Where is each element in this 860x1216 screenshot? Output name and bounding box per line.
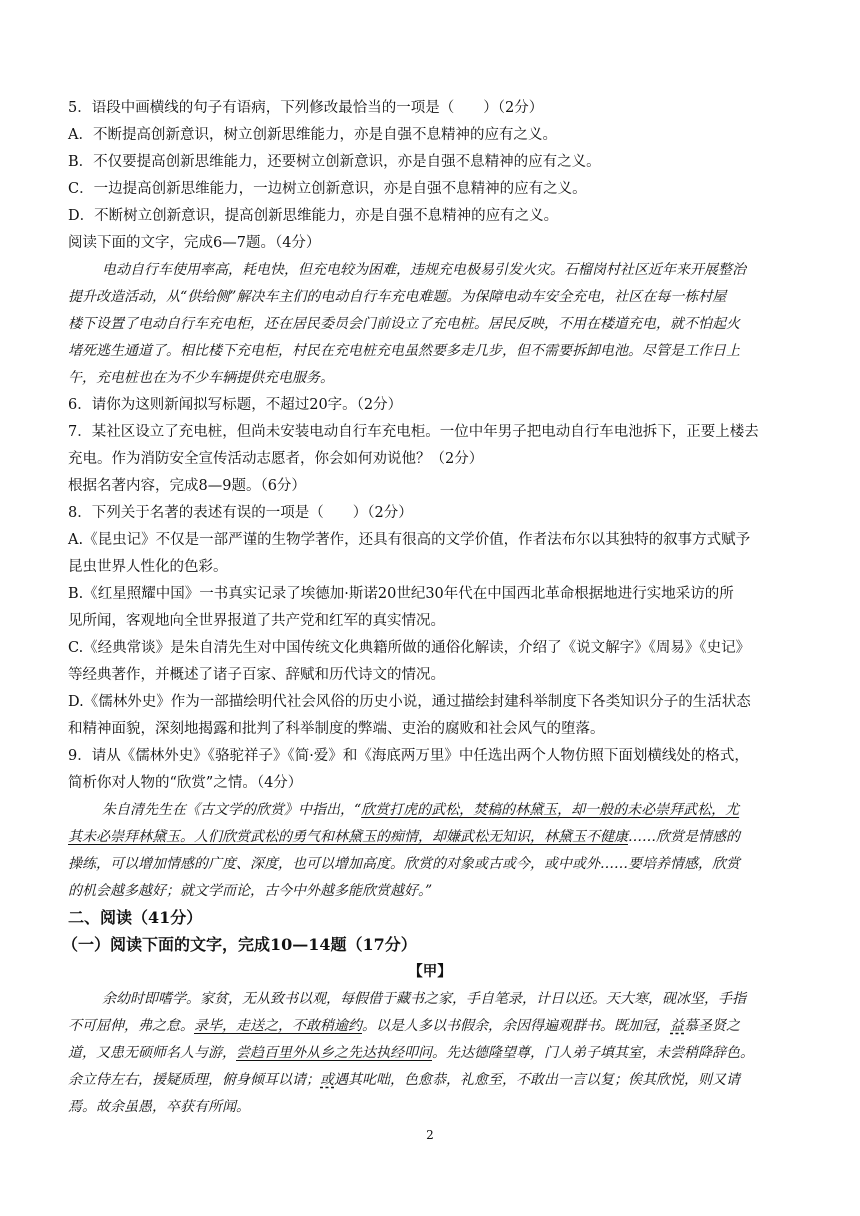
q9-quote-prefix: 朱自清先生在《古文学的欣赏》中指出，“ <box>102 802 362 818</box>
q5-option-d: D．不断树立创新意识，提高创新思维能力，亦是自强不息精神的应有之义。 <box>68 208 559 224</box>
q6: 6．请你为这则新闻拟写标题，不超过20字。（2分） <box>68 397 403 413</box>
q8-option-b-2: 见所闻，客观地向全世界报道了共产党和红军的真实情况。 <box>68 613 445 629</box>
q8-option-d-1: D.《儒林外史》作为一部描绘明代社会风俗的历史小说，通过描绘封建科举制度下各类知识分子的生活状态 <box>68 694 751 710</box>
q9-quote-line-2 <box>68 827 798 847</box>
q7-line-1: 7．某社区设立了充电桩，但尚未安装电动自行车充电柜。一位中年男子把电动自行车电池拆下，正要上楼去 <box>68 424 759 440</box>
q7-line-2: 充电。作为消防安全宣传活动志愿者，你会如何劝说他？（2分） <box>68 451 484 467</box>
q5-option-c: C．一边提高创新思维能力，一边树立创新意识，亦是自强不息精神的应有之义。 <box>68 181 587 197</box>
q8-option-c-1: C.《经典常谈》是朱自清先生对中国传统文化典籍所做的通俗化解读，介绍了《说文解字》《周易》《史记》 <box>68 640 751 656</box>
subsection-1-heading: （一）阅读下面的文字，完成10—14题（17分） <box>62 935 417 954</box>
q9-quote-line-4: 的机会越多越好；就文学而论，古今中外越多能欣赏越好。” <box>68 883 433 899</box>
read-6-7-intro: 阅读下面的文字，完成6—7题。（4分） <box>68 235 321 251</box>
classical-line-1: 余幼时即嗜学。家贫，无从致书以观，每假借于藏书之家，手自笔录，计日以还。天大寒，砚冰坚，手指 <box>102 991 746 1007</box>
read-8-9-intro: 根据名著内容，完成8—9题。（6分） <box>68 478 306 494</box>
classical-text: 遇其叱咄，色愈恭，礼愈至，不敢出一言以复；俟其欣悦，则又请 <box>334 1072 740 1088</box>
q9-quote-underlined-2: 其未必崇拜林黛玉。人们欣赏武松的勇气和林黛玉的痴情，却嫌武松无知识，林黛玉不健康 <box>68 829 628 845</box>
classical-dotted-word-2: 或 <box>320 1072 334 1088</box>
news-line-5: 午，充电桩也在为不少车辆提供充电服务。 <box>68 370 334 386</box>
classical-text: 慕圣贤之 <box>684 1018 740 1034</box>
classical-text: 。先达德隆望尊，门人弟子填其室，未尝稍降辞色。 <box>432 1045 754 1061</box>
q9-quote-underlined-1: 欣赏打虎的武松，焚稿的林黛玉，却一般的未必崇拜武松，尤 <box>361 802 740 818</box>
q8-option-a-1: A.《昆虫记》不仅是一部严谨的生物学著作，还具有很高的文学价值，作者法布尔以其独特的叙事方式赋予 <box>68 532 751 548</box>
news-line-4: 堵死逃生通道了。相比楼下充电柜，村民在充电桩充电虽然要多走几步，但不需要拆卸电池。尽管是工作日上 <box>68 343 740 359</box>
classical-text: 余立侍左右，援疑质理，俯身倾耳以请； <box>68 1072 320 1088</box>
q9-line-2: 简析你对人物的“欣赏”之情。（4分） <box>68 775 303 791</box>
q8-stem: 8．下列关于名著的表述有误的一项是（ ）（2分） <box>68 505 413 521</box>
page-number: 2 <box>426 1128 434 1142</box>
q8-option-d-2: 和精神面貌，深刻地揭露和批判了科举制度的弊端、吏治的腐败和社会风气的堕落。 <box>68 721 605 737</box>
classical-underlined-1: 录毕，走送之，不敢稍逾约 <box>194 1018 362 1034</box>
q9-quote-line-3: 操练，可以增加情感的广度、深度，也可以增加高度。欣赏的对象或古或今，或中或外……要培养情感，欣赏 <box>68 856 740 872</box>
q8-option-c-2: 等经典著作，并概述了诸子百家、辞赋和历代诗文的情况。 <box>68 667 445 683</box>
q5-stem: 5．语段中画横线的句子有语病，下列修改最恰当的一项是（ ）（2分） <box>68 100 544 116</box>
q9-line-1: 9．请从《儒林外史》《骆驼祥子》《简·爱》和《海底两万里》中任选出两个人物仿照下面划横线处的格式， <box>68 748 749 764</box>
section-2-heading: 二、阅读（41分） <box>68 908 203 927</box>
q8-option-b-1: B.《红星照耀中国》一书真实记录了埃德加·斯诺20世纪30年代在中国西北革命根据地进行实地采访的所 <box>68 586 734 602</box>
classical-text: 道，又患无硕师名人与游， <box>68 1045 236 1061</box>
news-line-3: 楼下设置了电动自行车充电柜，还在居民委员会门前设立了充电桩。居民反映，不用在楼道充电，就不怕起火 <box>68 316 740 332</box>
classical-text: 不可屈伸，弗之怠。 <box>68 1018 194 1034</box>
classical-dotted-word-1: 益 <box>670 1018 684 1034</box>
q8-option-a-2: 昆虫世界人性化的色彩。 <box>68 559 228 575</box>
classical-line-2 <box>68 1016 798 1036</box>
q5-option-a: A．不断提高创新意识，树立创新思维能力，亦是自强不息精神的应有之义。 <box>68 127 557 143</box>
classical-line-5: 焉。故余虽愚，卒获有所闻。 <box>68 1099 250 1115</box>
news-line-2: 提升改造活动，从“供给侧”解决车主们的电动自行车充电难题。为保障电动车安全充电，社区在每一栋村屋 <box>68 289 727 305</box>
news-line-1: 电动自行车使用率高，耗电快，但充电较为困难，违规充电极易引发火灾。石榴岗村社区近年来开展整治 <box>102 262 746 278</box>
classical-text: 。以是人多以书假余，余因得遍观群书。既加冠， <box>362 1018 670 1034</box>
q5-option-b: B．不仅要提高创新思维能力，还要树立创新意识，亦是自强不息精神的应有之义。 <box>68 154 601 170</box>
q9-quote-suffix: ……欣赏是情感的 <box>628 829 740 845</box>
classical-line-4 <box>68 1070 798 1090</box>
passage-jia-label: 【甲】 <box>408 963 452 980</box>
q9-quote-line-1 <box>102 800 832 820</box>
classical-line-3 <box>68 1043 798 1063</box>
classical-underlined-2: 尝趋百里外从乡之先达执经叩问 <box>236 1045 432 1061</box>
